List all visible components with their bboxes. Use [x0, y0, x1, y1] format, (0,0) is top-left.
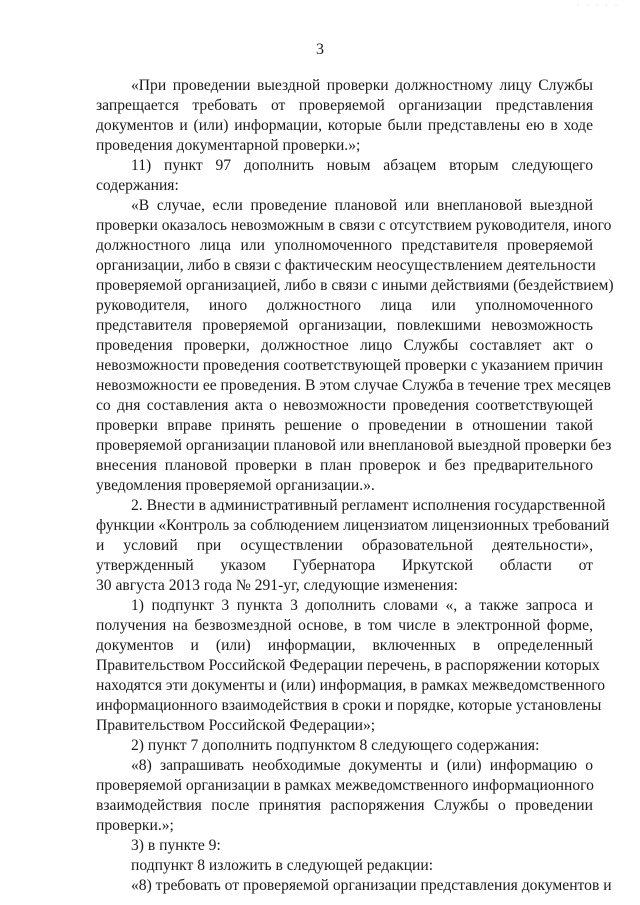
text-line: запрещается требовать от проверяемой организации представления	[96, 97, 593, 114]
text-line: проведения проверки, должностное лицо Службы составляет акт о	[96, 337, 593, 354]
text-line: организации, либо в связи с фактическим неосуществлением деятельности	[96, 257, 596, 274]
text-line: «При проведении выездной проверки должностному лицу Службы	[131, 77, 593, 94]
text-line: документов и (или) информации, которые были представлены ею в ходе	[96, 117, 593, 134]
text-line: внесения плановой проверки в план проверок и без предварительного	[96, 457, 593, 474]
page-number: 3	[316, 41, 324, 58]
text-line: со дня составления акта о невозможности проведения соответствующей	[96, 397, 593, 414]
text-line: проверяемой организации плановой или внеплановой выездной проверки без	[96, 437, 612, 454]
text-line: проверки.»;	[96, 817, 174, 834]
text-line: 11) пункт 97 дополнить новым абзацем вторым следующего	[131, 157, 593, 174]
text-line: проверки оказалось невозможным в связи с отсутствием руководителя, иного	[96, 217, 612, 234]
text-line: Правительством Российской Федерации»;	[96, 717, 376, 734]
text-line: находятся эти документы и (или) информация, в рамках межведомственного	[96, 677, 606, 694]
text-line: и условий при осуществлении образовательной деятельности»,	[96, 537, 593, 554]
text-line: проверки вправе принять решение о проведении в отношении такой	[96, 417, 593, 434]
text-line: невозможности проведения соответствующей проверки с указанием причин	[96, 357, 603, 374]
text-line: 30 августа 2013 года № 291-уг, следующие изменения:	[96, 577, 459, 594]
text-line: проведения документарной проверки.»;	[96, 137, 361, 154]
text-line: «В случае, если проведение плановой или внеплановой выездной	[131, 197, 593, 214]
text-line: 2) пункт 7 дополнить подпунктом 8 следующего содержания:	[131, 737, 540, 754]
text-line: невозможности ее проведения. В этом случае Служба в течение трех месяцев	[96, 377, 612, 394]
text-line: проверяемой организации в рамках межведомственного информационного	[96, 777, 594, 794]
text-line: утвержденный указом Губернатора Иркутской области от	[96, 557, 593, 574]
text-line: 1) подпункт 3 пункта 3 дополнить словами «, а также запроса и	[131, 597, 593, 614]
text-line: получения на безвозмездной основе, в том числе в электронной форме,	[96, 617, 593, 634]
text-line: проверяемой организацией, либо в связи с иными действиями (бездействием)	[96, 277, 614, 294]
text-line: 2. Внести в административный регламент исполнения государственной	[131, 497, 606, 514]
text-line: функции «Контроль за соблюдением лицензиатом лицензионных требований	[96, 517, 610, 534]
text-line: содержания:	[96, 177, 179, 194]
scan-artifact: · · · · ·	[577, 3, 620, 9]
text-line: документов и (или) информации, включенных в определенный	[96, 637, 593, 654]
text-line: Правительством Российской Федерации перечень, в распоряжении которых	[96, 657, 600, 674]
text-line: руководителя, иного должностного лица или уполномоченного	[96, 297, 593, 314]
text-line: представителя проверяемой организации, повлекшими невозможность	[96, 317, 593, 334]
text-line: «8) запрашивать необходимые документы и (или) информацию о	[131, 757, 593, 774]
text-line: уведомления проверяемой организации.».	[96, 477, 375, 494]
text-line: информационного взаимодействия в сроки и порядке, которые установлены	[96, 697, 602, 714]
text-line: 3) в пункте 9:	[131, 837, 221, 854]
text-line: «8) требовать от проверяемой организации представления документов и	[131, 877, 612, 894]
text-line: взаимодействия после принятия распоряжения Службы о проведении	[96, 797, 593, 814]
text-line: должностного лица или уполномоченного представителя проверяемой	[96, 237, 593, 254]
text-line: подпункт 8 изложить в следующей редакции:	[131, 857, 434, 874]
